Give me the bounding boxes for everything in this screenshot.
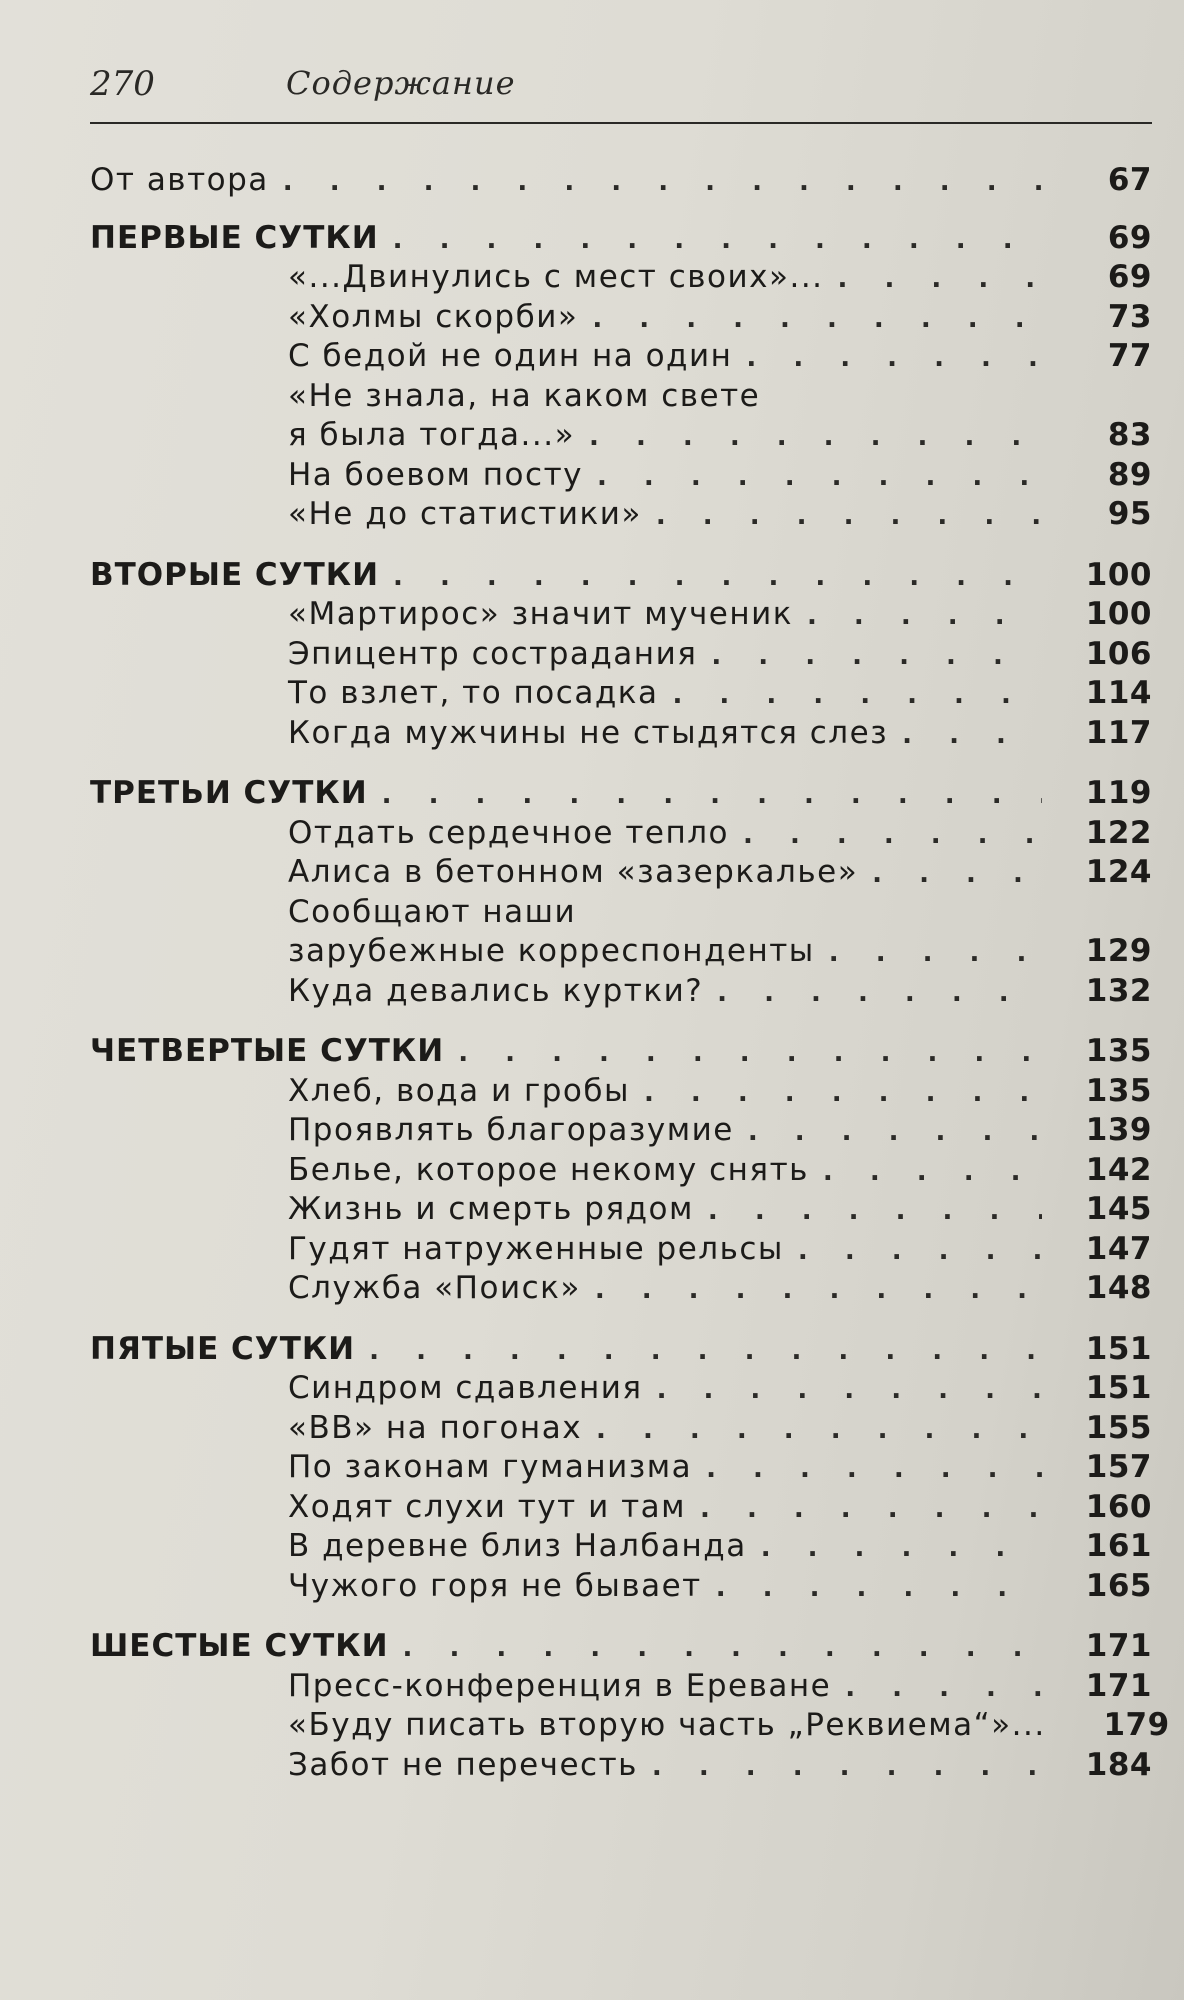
toc-entry (90, 1668, 1152, 1708)
dot-leader (716, 1573, 1042, 1603)
section-title: ПЕРВЫЕ СУТКИ (90, 219, 379, 256)
dot-leader (403, 1633, 1042, 1663)
toc-entry (90, 1568, 1152, 1608)
dot-leader (743, 820, 1042, 850)
toc-entry (90, 854, 1152, 894)
toc-entry-page: 117 (1085, 714, 1152, 751)
toc-entry-page: 165 (1085, 1567, 1152, 1604)
toc-entry (90, 1112, 1152, 1152)
toc-entry-line2 (90, 417, 1152, 457)
toc-entry-title: Алиса в бетонном «зазеркалье» (288, 854, 859, 890)
dot-leader (807, 601, 1042, 631)
dot-leader (717, 978, 1042, 1008)
dot-leader (845, 1673, 1042, 1703)
toc-entry-page: 151 (1085, 1370, 1152, 1406)
toc-entry-title: зарубежные корреспонденты (288, 933, 815, 969)
toc-entry-page: 114 (1085, 675, 1152, 711)
toc-entry-page: 147 (1085, 1230, 1152, 1267)
toc-entry-page: 157 (1085, 1449, 1152, 1485)
section-page: 100 (1085, 556, 1152, 593)
toc-entry-title: «Холмы скорби» (288, 298, 579, 335)
toc-section-day2 (90, 557, 1152, 597)
toc-entry (90, 815, 1152, 855)
toc-entry-page: 129 (1085, 933, 1152, 969)
toc-entry (90, 1073, 1152, 1113)
toc-entry-page: 148 (1085, 1270, 1152, 1306)
toc-entry-title: Гудят натруженные рельсы (288, 1230, 784, 1267)
toc-entry-line1 (90, 894, 1152, 934)
dot-leader (393, 225, 1042, 255)
toc-entry-title: Служба «Поиск» (288, 1270, 581, 1306)
toc-entry (90, 1489, 1152, 1529)
dot-leader (823, 1157, 1042, 1187)
toc-entry-page: 124 (1085, 854, 1152, 890)
toc-entry-page: 69 (1107, 259, 1152, 295)
toc-entry (90, 1152, 1152, 1192)
toc-entry-page: 67 (1107, 162, 1152, 198)
toc-entry-page: 155 (1085, 1409, 1152, 1446)
dot-leader (761, 1533, 1042, 1563)
toc-entry (90, 299, 1152, 339)
toc-entry-page: 161 (1085, 1528, 1152, 1564)
toc-entry-page: 132 (1085, 972, 1152, 1009)
toc-entry-page: 89 (1107, 456, 1152, 493)
toc-entry-page: 171 (1085, 1667, 1152, 1704)
toc-entry-line1 (90, 378, 1152, 418)
toc-entry-page: 160 (1085, 1488, 1152, 1525)
toc-entry (90, 1231, 1152, 1271)
toc-entry-title: То взлет, то посадка (288, 675, 659, 711)
toc-entry-title: Когда мужчины не стыдятся слез (288, 714, 889, 751)
dot-leader (798, 1236, 1042, 1266)
toc-entry (90, 259, 1152, 299)
toc-entry-title: С бедой не один на один (288, 338, 733, 374)
dot-leader (672, 680, 1042, 710)
toc-entry (90, 675, 1152, 715)
toc-entry (90, 1191, 1152, 1231)
toc-entry-title: «ВВ» на погонах (288, 1409, 583, 1446)
toc-entry-page: 122 (1085, 814, 1152, 851)
dot-leader (829, 938, 1042, 968)
dot-leader (711, 641, 1042, 671)
section-page: 171 (1085, 1628, 1152, 1664)
toc-entry-title: «...Двинулись с мест своих»... (288, 259, 824, 295)
dot-leader (589, 422, 1042, 452)
section-page: 151 (1085, 1330, 1152, 1367)
toc-entry-page: 106 (1085, 635, 1152, 672)
toc-entry-title: Проявлять благоразумие (288, 1112, 734, 1148)
toc-entry-title: «Мартирос» значит мученик (288, 596, 793, 632)
toc-entry (90, 496, 1152, 536)
section-page: 69 (1107, 219, 1152, 256)
toc-section-day5 (90, 1331, 1152, 1371)
section-page: 119 (1085, 775, 1152, 811)
section-page: 135 (1085, 1033, 1152, 1069)
toc-entry-title: От автора (90, 162, 269, 198)
section-title: ТРЕТЬИ СУТКИ (90, 775, 368, 811)
toc-entry-title: Ходят слухи тут и там (288, 1488, 687, 1525)
toc-entry (90, 596, 1152, 636)
toc-entry-page: 142 (1085, 1151, 1152, 1188)
toc-entry-line2 (90, 933, 1152, 973)
dot-leader (595, 1275, 1042, 1305)
toc-entry-page: 77 (1107, 338, 1152, 374)
dot-leader (644, 1078, 1042, 1108)
dot-leader (382, 780, 1042, 810)
toc-entry-title: Хлеб, вода и гробы (288, 1072, 630, 1109)
toc-entry (90, 1747, 1152, 1787)
dot-leader (283, 167, 1042, 197)
toc-entry-title: «Не знала, на каком свете (288, 377, 761, 414)
toc-entry-page: 145 (1085, 1191, 1152, 1227)
toc-entry (90, 457, 1152, 497)
toc-entry-page: 135 (1085, 1072, 1152, 1109)
toc-entry-title: Жизнь и смерть рядом (288, 1191, 694, 1227)
toc-entry-title: Пресс-конференция в Ереване (288, 1667, 832, 1704)
toc-entry-intro (90, 162, 1152, 202)
toc-entry (90, 636, 1152, 676)
section-title: ЧЕТВЕРТЫЕ СУТКИ (90, 1033, 445, 1069)
toc-entry (90, 1370, 1152, 1410)
dot-leader (656, 501, 1042, 531)
toc-entry (90, 1410, 1152, 1450)
dot-leader (458, 1038, 1042, 1068)
toc-entry (90, 1707, 1170, 1747)
toc-entry-page: 179 (1103, 1707, 1170, 1743)
dot-leader (592, 304, 1042, 334)
dot-leader (652, 1752, 1042, 1782)
toc-entry-title: Чужого горя не бывает (288, 1567, 702, 1604)
toc-entry-title: «Буду писать вторую часть „Реквиема“»... (288, 1707, 1046, 1743)
dot-leader (369, 1336, 1042, 1366)
toc-entry-title: В деревне близ Налбанда (288, 1528, 747, 1564)
toc-entry (90, 1270, 1152, 1310)
dot-leader (746, 343, 1042, 373)
dot-leader (902, 720, 1042, 750)
toc-entry-page: 73 (1107, 298, 1152, 335)
dot-leader (596, 1415, 1042, 1445)
dot-leader (748, 1117, 1042, 1147)
section-title: ПЯТЫЕ СУТКИ (90, 1330, 356, 1367)
toc-section-day4 (90, 1033, 1152, 1073)
toc-entry-title: Отдать сердечное тепло (288, 814, 730, 851)
dot-leader (700, 1494, 1042, 1524)
running-header (90, 58, 1152, 124)
toc-entry-title: «Не до статистики» (288, 496, 642, 532)
toc-section-day1 (90, 220, 1152, 260)
dot-leader (872, 859, 1042, 889)
toc-entry (90, 973, 1152, 1013)
toc-entry-page: 100 (1085, 596, 1152, 632)
section-title: ШЕСТЫЕ СУТКИ (90, 1628, 389, 1664)
toc-entry-title: Куда девались куртки? (288, 972, 704, 1009)
toc-entry-title: Белье, которое некому снять (288, 1151, 809, 1188)
toc-entry (90, 1449, 1152, 1489)
toc-entry-page: 83 (1107, 417, 1152, 453)
toc-entry-title: Сообщают наши (288, 893, 577, 930)
toc-entry-title: я была тогда...» (288, 417, 576, 453)
toc-entry-page: 139 (1085, 1112, 1152, 1148)
dot-leader (706, 1454, 1042, 1484)
table-of-contents (90, 162, 1170, 1786)
toc-entry-title: Забот не перечесть (288, 1746, 638, 1783)
page-number: 270 (90, 64, 155, 104)
toc-entry (90, 338, 1152, 378)
running-title: Содержание (286, 64, 516, 102)
toc-entry-title: Эпицентр сострадания (288, 635, 698, 672)
dot-leader (597, 462, 1042, 492)
toc-section-day6 (90, 1628, 1152, 1668)
toc-entry (90, 715, 1152, 755)
dot-leader (838, 264, 1042, 294)
toc-entry-page: 95 (1107, 496, 1152, 532)
section-title: ВТОРЫЕ СУТКИ (90, 556, 380, 593)
toc-entry-title: По законам гуманизма (288, 1449, 693, 1485)
toc-entry-title: Синдром сдавления (288, 1370, 643, 1406)
dot-leader (393, 562, 1042, 592)
toc-entry-page: 184 (1085, 1746, 1152, 1783)
toc-entry (90, 1528, 1152, 1568)
toc-section-day3 (90, 775, 1152, 815)
toc-entry-title: На боевом посту (288, 456, 583, 493)
dot-leader (657, 1375, 1042, 1405)
dot-leader (708, 1196, 1042, 1226)
